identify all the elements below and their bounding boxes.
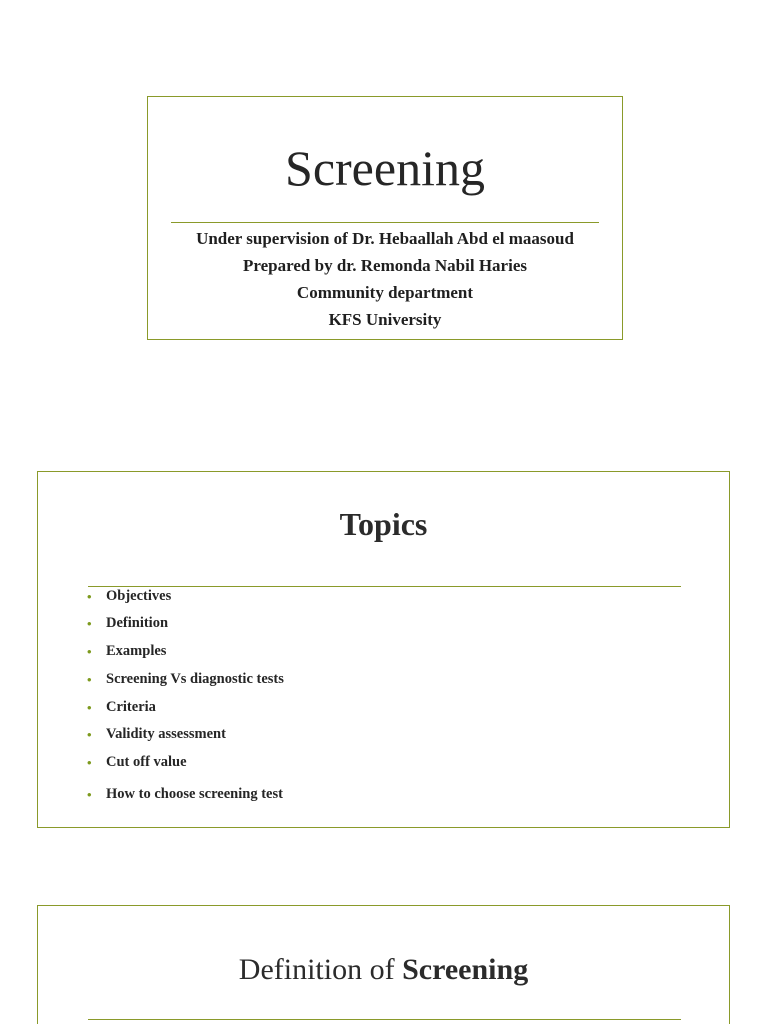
list-item	[87, 588, 171, 605]
slide-title-prefix: Definition of	[238, 953, 395, 986]
bullet-icon: •	[87, 643, 92, 659]
slide-title	[38, 950, 729, 990]
list-item-label: Objectives	[106, 588, 172, 604]
department-line: Community department	[296, 283, 474, 302]
bullet-icon: •	[87, 786, 92, 802]
list-item-label: Criteria	[106, 699, 156, 715]
definition-slide	[37, 905, 730, 1024]
title-divider	[88, 586, 681, 587]
bullet-icon: •	[87, 726, 92, 742]
bullet-icon: •	[87, 615, 92, 631]
list-item-label: Definition	[106, 615, 169, 631]
list-item	[87, 643, 166, 660]
author-line: Prepared by dr. Remonda Nabil Haries	[243, 256, 527, 275]
bullet-icon: •	[87, 754, 92, 770]
list-item	[87, 754, 187, 771]
title-divider	[171, 222, 599, 223]
bullet-icon: •	[87, 671, 92, 687]
list-item-label: Examples	[106, 643, 167, 659]
list-item	[87, 671, 284, 688]
list-item	[87, 726, 226, 743]
title-slide	[147, 96, 623, 340]
topics-slide	[37, 471, 730, 828]
title-divider	[88, 1019, 681, 1020]
list-item-label: Validity assessment	[106, 726, 226, 742]
slide-title-emphasis: Screening	[402, 953, 529, 986]
list-item-label: Cut off value	[106, 754, 187, 770]
bullet-icon: •	[87, 699, 92, 715]
university-line: KFS University	[328, 310, 442, 329]
credits-block	[148, 225, 622, 333]
list-item	[87, 699, 156, 716]
slide-title: Topics	[339, 506, 428, 542]
list-item-label: How to choose screening test	[106, 786, 283, 802]
slide-title: Screening	[285, 140, 485, 196]
list-item	[87, 615, 168, 632]
list-item	[87, 786, 283, 803]
bullet-icon: •	[87, 588, 92, 604]
list-item-label: Screening Vs diagnostic tests	[106, 671, 284, 687]
supervisor-line: Under supervision of Dr. Hebaallah Abd el maasoud	[196, 229, 574, 248]
